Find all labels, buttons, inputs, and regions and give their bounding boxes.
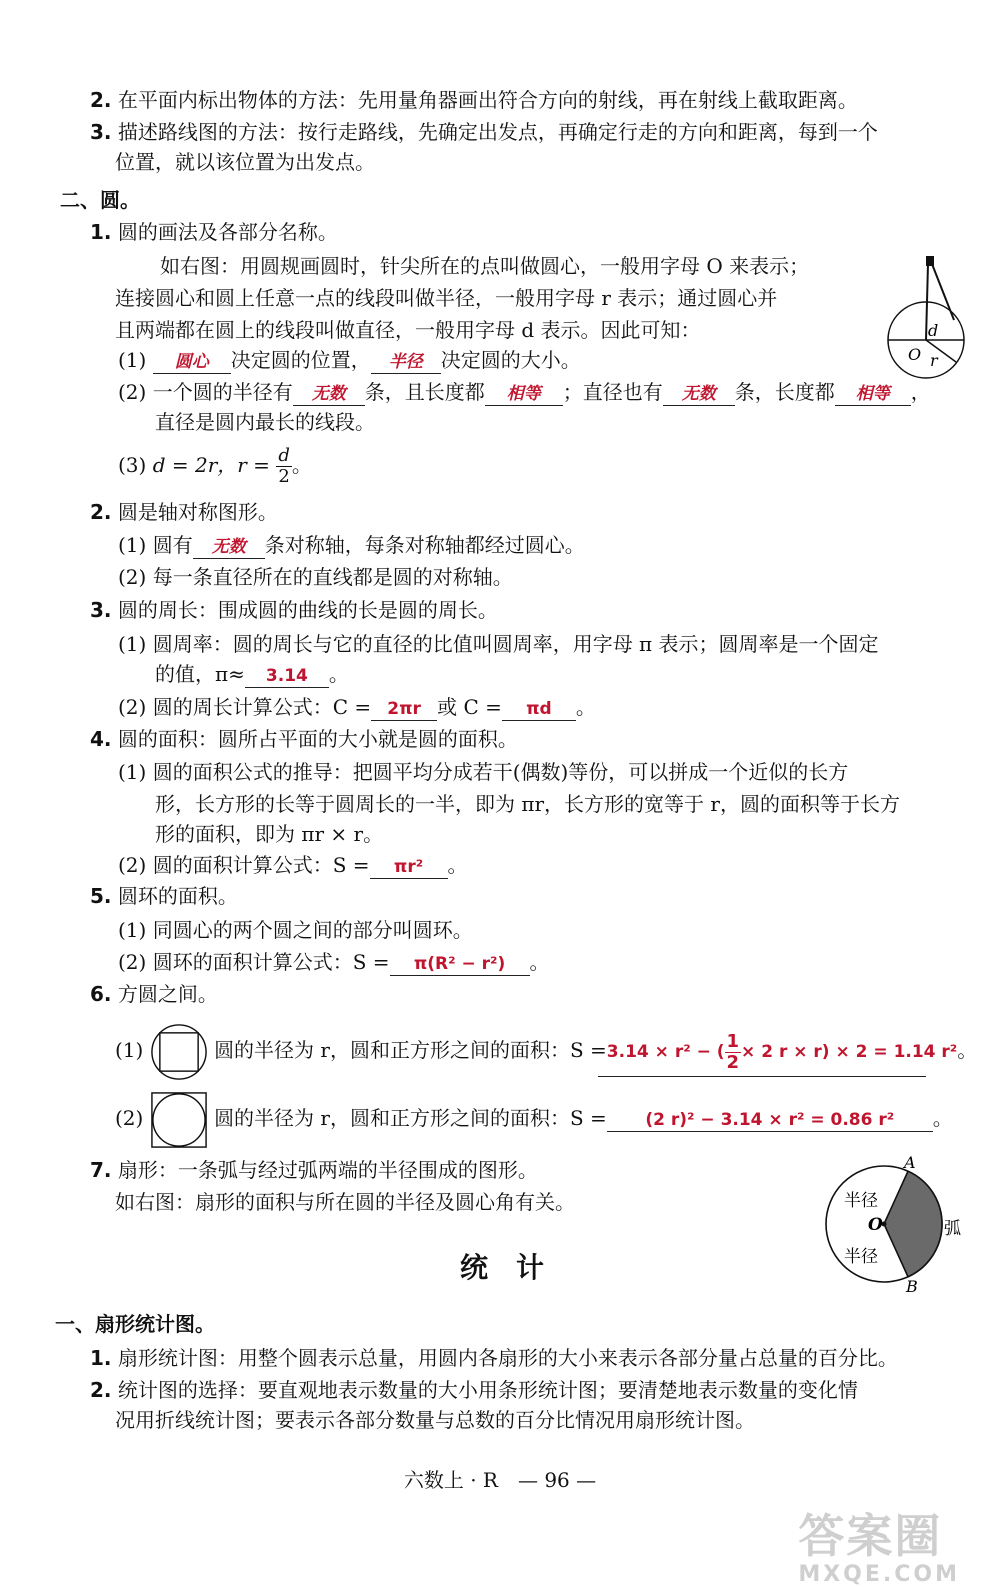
circle-s5-title: 5. 圆环的面积。 [90, 884, 238, 908]
circle-s3-q2: (2) 圆的周长计算公式：C = 2πr 或 C = πd 。 [118, 695, 596, 719]
circle-in-square-figure [150, 1023, 208, 1081]
square-around-circle-figure [150, 1091, 208, 1149]
route-item-3-cont: 位置，就以该位置为出发点。 [115, 150, 375, 174]
sector-arc-label: 弧 [944, 1219, 961, 1239]
watermark-logo: 答案圈 MXQE.COM [798, 1509, 960, 1587]
answer-blank: 3.14 [245, 665, 329, 688]
circle-s1-p1: 如右图：用圆规画圆时，针尖所在的点叫做圆心，一般用字母 O 来表示； [160, 254, 810, 278]
circle-s4-title: 4. 圆的面积：圆所占平面的大小就是圆的面积。 [90, 727, 518, 751]
compass-circle-figure [884, 254, 970, 386]
answer-blank: πr² [370, 856, 448, 879]
circle-s1-p2: 连接圆心和圆上任意一点的线段叫做半径，一般用字母 r 表示；通过圆心并 [115, 286, 778, 310]
compass-o-label: O [908, 345, 922, 364]
answer-blank: πd [502, 698, 576, 721]
circle-s2-title: 2. 圆是轴对称图形。 [90, 500, 278, 524]
circle-s1-q2: (2) 一个圆的半径有 无数 条，且长度都 相等 ；直径也有 无数 条，长度都 相等 ， [118, 380, 931, 404]
circle-s1-q1: (1) 圆心 决定圆的位置， 半径 决定圆的大小。 [118, 348, 581, 372]
circle-s3-title: 3. 圆的周长：围成圆的曲线的长是圆的周长。 [90, 598, 498, 622]
answer-blank: 相等 [835, 383, 911, 406]
route-item-2: 2. 在平面内标出物体的方法：先用量角器画出符合方向的射线，再在射线上截取距离。 [90, 88, 858, 112]
sector-figure [814, 1154, 964, 1296]
circle-s4-q1-cont2: 形的面积，即为 πr × r。 [155, 822, 384, 846]
circle-s6-q1: (1) 圆的半径为 r，圆和正方形之间的面积：S =3.14 × r² − ( $\frac{1}{2}$ × 2 r × r) × 2 = 1.14 r²。 [115, 1020, 977, 1082]
circle-s2-q1: (1) 圆有 无数 条对称轴，每条对称轴都经过圆心。 [118, 533, 585, 557]
circle-s3-q1-cont: 的值，π≈ 3.14 。 [155, 662, 349, 686]
circle-s6-title: 6. 方圆之间。 [90, 982, 218, 1006]
stats-title: 统计 [460, 1251, 573, 1284]
circle-s3-q1: (1) 圆周率：圆的周长与它的直径的比值叫圆周率，用字母 π 表示；圆周率是一个固定 [118, 632, 879, 656]
sector-b-label: B [906, 1277, 918, 1296]
circle-s5-q2: (2) 圆环的面积计算公式：S = π(R² − r²) 。 [118, 950, 550, 974]
sector-radius-label-top: 半径 [844, 1191, 878, 1211]
answer-blank: (2 r)² − 3.14 × r² = 0.86 r² [607, 1109, 933, 1132]
circle-s1-q3: (3) d = 2r，r = $\frac{d}{2}$ 。 [118, 445, 312, 487]
circle-s5-q1: (1) 同圆心的两个圆之间的部分叫圆环。 [118, 918, 473, 942]
sector-o-label: O [868, 1215, 883, 1235]
answer-blank: 半径 [371, 351, 441, 374]
answer-blank: 相等 [485, 383, 563, 406]
sector-a-label: A [904, 1154, 916, 1172]
compass-d-label: d [928, 321, 939, 340]
answer-blank: 无数 [193, 536, 265, 559]
answer-formula-1: 3.14 × r² − ( $\frac{1}{2}$ × 2 r × r) × 2 = 1.14 r² [606, 1030, 958, 1073]
fraction-d-over-2: $\frac{d}{2}$ [278, 445, 290, 487]
circle-s4-q1-cont1: 形，长方形的长等于圆周长的一半，即为 πr，长方形的宽等于 r，圆的面积等于长方 [155, 792, 900, 816]
sector-radius-label-bottom: 半径 [844, 1247, 878, 1267]
answer-blank: 无数 [293, 383, 365, 406]
stats-item-2-cont: 况用折线统计图；要表示各部分数量与总数的百分比情况用扇形统计图。 [115, 1408, 755, 1432]
compass-r-label: r [930, 351, 938, 370]
circle-heading: 二、圆。 [60, 188, 140, 212]
circle-s2-q2: (2) 每一条直径所在的直线都是圆的对称轴。 [118, 565, 513, 589]
circle-s7-title: 7. 扇形：一条弧与经过弧两端的半径围成的图形。 [90, 1158, 538, 1182]
circle-s4-q2: (2) 圆的面积计算公式：S = πr² 。 [118, 853, 468, 877]
circle-s6-q2: (2) 圆的半径为 r，圆和正方形之间的面积：S = (2 r)² − 3.14 × r² = 0.86 r² 。 [115, 1088, 953, 1149]
answer-blank: 2πr [371, 698, 437, 721]
circle-s1-q2-cont: 直径是圆内最长的线段。 [155, 410, 375, 434]
answer-blank: 无数 [663, 383, 735, 406]
stats-heading: 一、扇形统计图。 [55, 1312, 215, 1336]
circle-s1-p3: 且两端都在圆上的线段叫做直径，一般用字母 d 表示。因此可知： [115, 318, 701, 342]
circle-s7-p1: 如右图：扇形的面积与所在圆的半径及圆心角有关。 [115, 1190, 575, 1214]
answer-blank: 圆心 [153, 351, 231, 374]
circle-s1-title: 1. 圆的画法及各部分名称。 [90, 220, 338, 244]
route-item-3: 3. 描述路线图的方法：按行走路线，先确定出发点，再确定行走的方向和距离，每到一个 [90, 120, 878, 144]
stats-item-2: 2. 统计图的选择：要直观地表示数量的大小用条形统计图；要清楚地表示数量的变化情 [90, 1378, 858, 1402]
answer-blank: π(R² − r²) [390, 953, 530, 976]
stats-item-1: 1. 扇形统计图：用整个圆表示总量，用圆内各扇形的大小来表示各部分量占总量的百分比。 [90, 1346, 898, 1370]
circle-s4-q1: (1) 圆的面积公式的推导：把圆平均分成若干(偶数)等份，可以拼成一个近似的长方 [118, 760, 849, 784]
answer-underline [598, 1076, 926, 1077]
page-footer: 六数上 · R — 96 — [403, 1468, 597, 1492]
